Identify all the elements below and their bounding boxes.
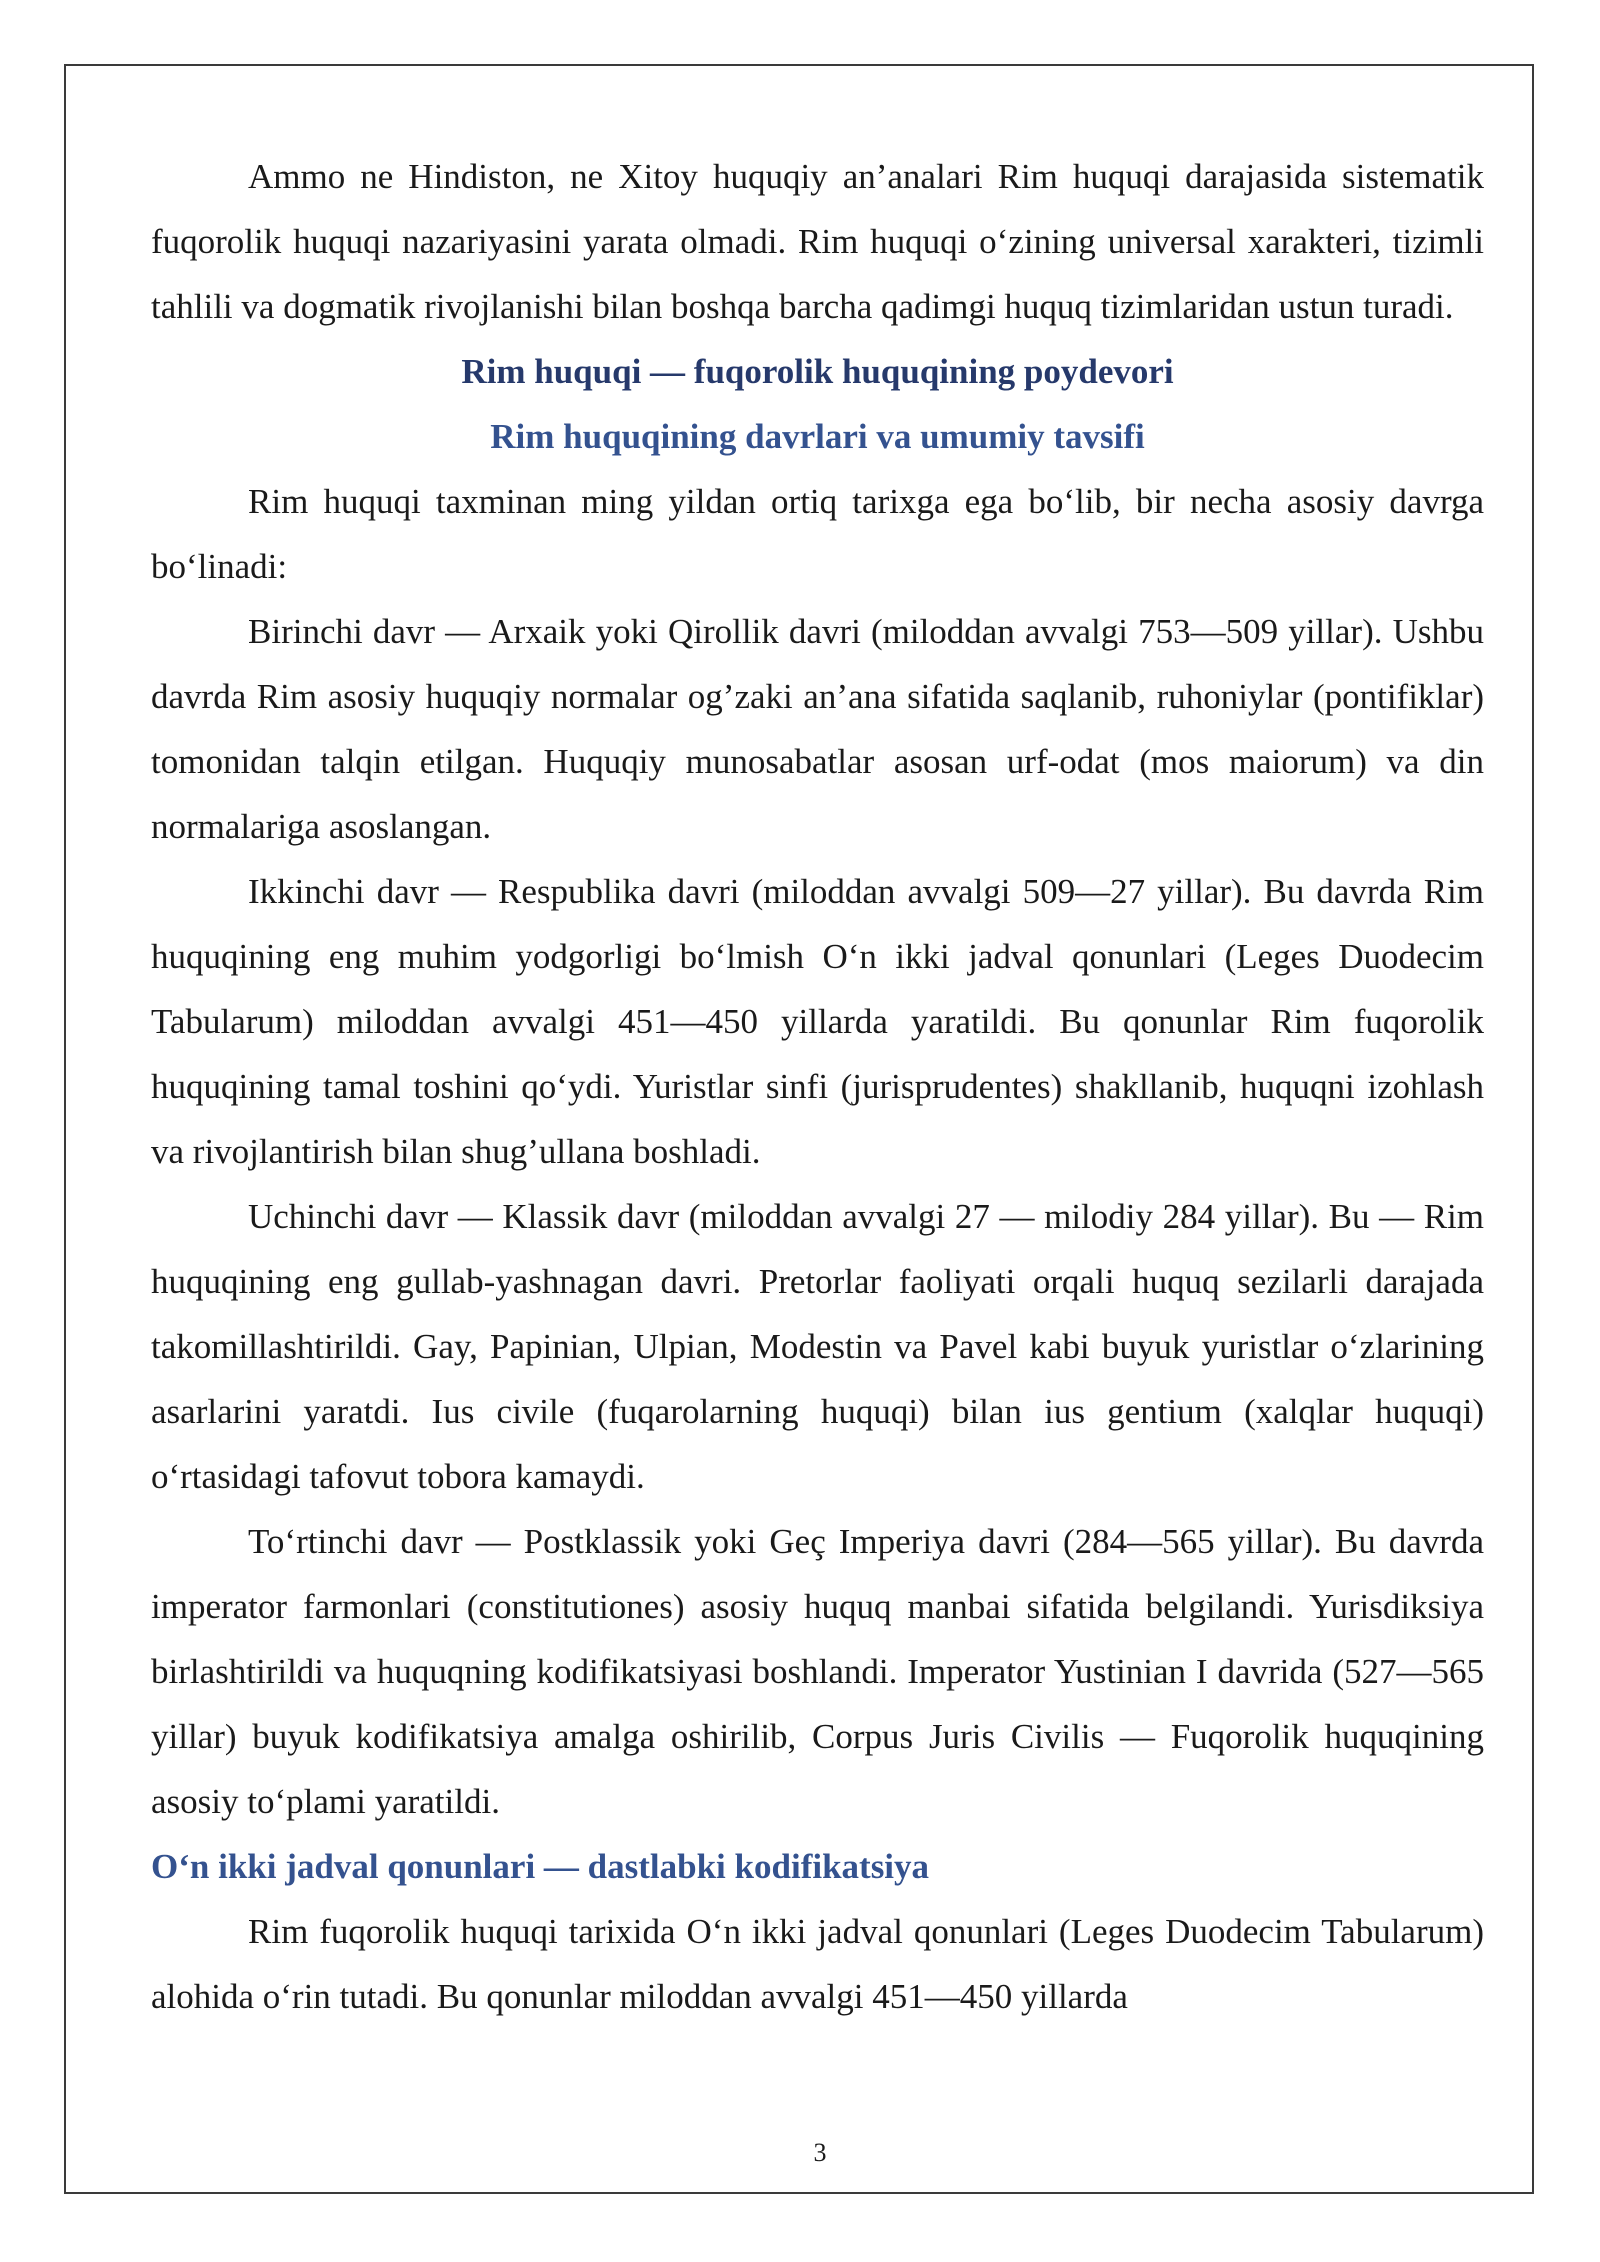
heading-sub: Rim huquqining davrlari va umumiy tavsifi [490,417,1145,456]
paragraph-period-1: Birinchi davr — Arxaik yoki Qirollik davri (miloddan avvalgi 753—509 yillar). Ushbu davrda Rim asosiy huquqiy normalar og’zaki an’ana sifatida saqlanib, ruhoniylar (pontifiklar) tomonidan talqin etilgan. Huquqiy munosabatlar asosan urf-odat (mos maiorum) va din normalariga asoslangan. [151,612,1484,846]
paragraph-period-2: Ikkinchi davr — Respublika davri (miloddan avvalgi 509—27 yillar). Bu davrda Rim huquqining eng muhim yodgorligi bo‘lmish O‘n ikki jadval qonunlari (Leges Duodecim Tabularum) miloddan avvalgi 451—450 yillarda yaratildi. Bu qonunlar Rim fuqorolik huquqining tamal toshini qo‘ydi. Yuristlar sinfi (jurisprudentes) shakllanib, huquqni izohlash va rivojlantirish bilan shug’ullana boshladi. [151,872,1484,1171]
document-body [151,144,1484,2029]
paragraph-periods-intro: Rim huquqi taxminan ming yildan ortiq tarixga ega bo‘lib, bir necha asosiy davrga bo‘linadi: [151,482,1484,586]
paragraph-intro: Ammo ne Hindiston, ne Xitoy huquqiy an’analari Rim huquqi darajasida sistematik fuqorolik huquqi nazariyasini yarata olmadi. Rim huquqi o‘zining universal xarakteri, tizimli tahlili va dogmatik rivojlanishi bilan boshqa barcha qadimgi huquq tizimlaridan ustun turadi. [151,157,1484,326]
heading-main: Rim huquqi — fuqorolik huquqining poydevori [461,352,1174,391]
paragraph-twelve-tables: Rim fuqorolik huquqi tarixida O‘n ikki jadval qonunlari (Leges Duodecim Tabularum) alohida o‘rin tutadi. Bu qonunlar miloddan avvalgi 451—450 yillarda [151,1912,1484,2016]
heading-twelve-tables: O‘n ikki jadval qonunlari — dastlabki kodifikatsiya [151,1847,930,1886]
paragraph-period-4: To‘rtinchi davr — Postklassik yoki Geç Imperiya davri (284—565 yillar). Bu davrda imperator farmonlari (constitutiones) asosiy huquq manbai sifatida belgilandi. Yurisdiksiya birlashtirildi va huquqning kodifikatsiyasi boshlandi. Imperator Yustinian I davrida (527—565 yillar) buyuk kodifikatsiya amalga oshirilib, Corpus Juris Civilis — Fuqorolik huquqining asosiy to‘plami yaratildi. [151,1522,1484,1821]
paragraph-period-3: Uchinchi davr — Klassik davr (miloddan avvalgi 27 — milodiy 284 yillar). Bu — Rim huquqining eng gullab-yashnagan davri. Pretorlar faoliyati orqali huquq sezilarli darajada takomillashtirildi. Gay, Papinian, Ulpian, Modestin va Pavel kabi buyuk yuristlar o‘zlarining asarlarini yaratdi. Ius civile (fuqarolarning huquqi) bilan ius gentium (xalqlar huquqi) o‘rtasidagi tafovut tobora kamaydi. [151,1197,1484,1496]
page-number: 3 [813,2138,827,2167]
